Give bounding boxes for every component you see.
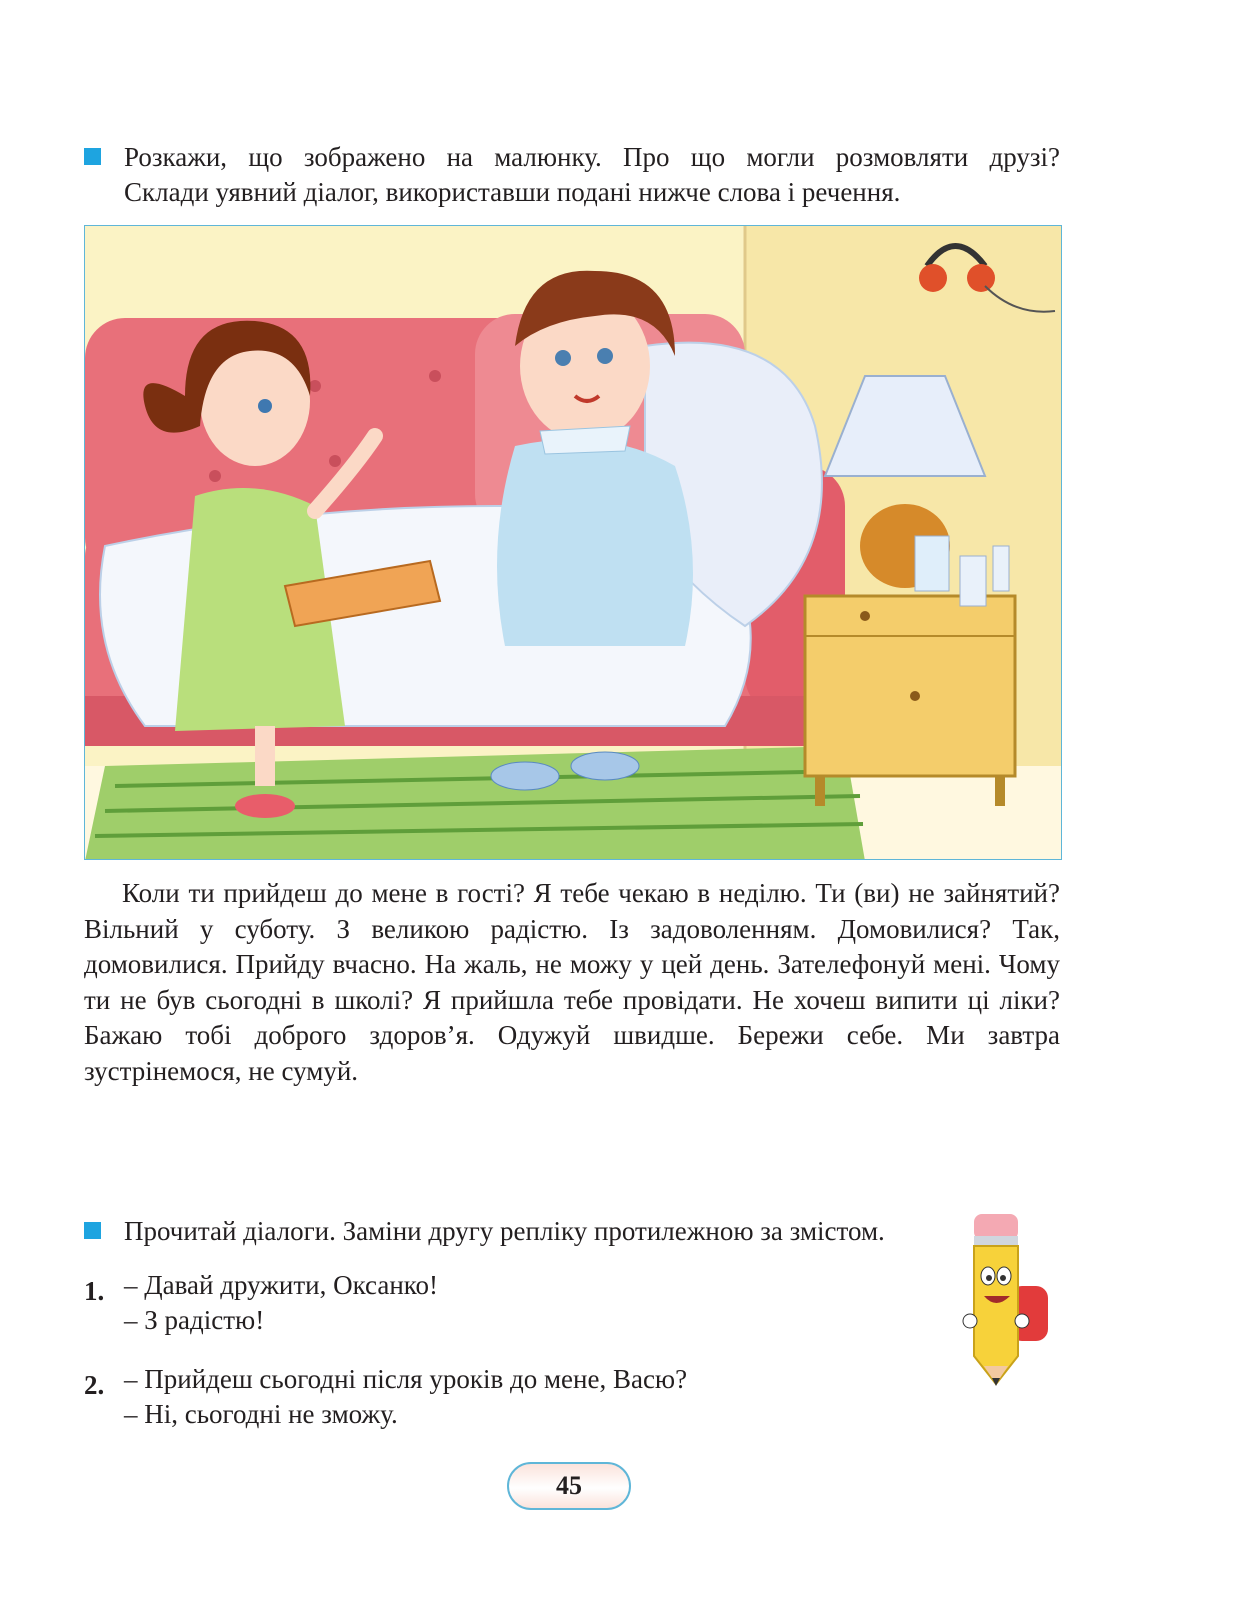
task-1-line-2: Склади уявний діалог, використавши подані нижче слова і речення. <box>124 177 901 207</box>
illustration-girl-visiting-sick-friend <box>84 225 1062 860</box>
dialog-number: 2. <box>84 1370 105 1400</box>
dialog-line: – Ні, сьогодні не зможу. <box>124 1399 398 1429</box>
task-1 <box>84 140 1060 210</box>
task-bullet-icon <box>84 1222 101 1239</box>
dialog-1 <box>84 1268 784 1338</box>
page-number-badge <box>507 1462 631 1510</box>
task-2-instruction: Прочитай діалоги. Заміни другу репліку протилежною за змістом. <box>124 1216 885 1246</box>
dialog-line: – Давай дружити, Оксанко! <box>124 1270 439 1300</box>
phrases-paragraph: Коли ти прийдеш до мене в гості? Я тебе чекаю в неділю. Ти (ви) не зайнятий? Вільний у суботу. З великою радістю. Із задоволенням. Домовилися? Так, домовилися. Прийду вчасно. На жаль, не можу у цей день. Зателефонуй мені. Чому ти не був сьогодні в школі? Я прийшла тебе провідати. Не хочеш випити ці ліки? Бажаю тобі доброго здоров’я. Одужуй швидше. Бережи себе. Ми завтра зустрінемося, не сумуй. <box>84 878 1060 1086</box>
task-1-line-1: Розкажи, що зображено на малюнку. Про що могли розмовляти друзі? <box>124 142 1060 172</box>
task-bullet-icon <box>84 148 101 165</box>
dialog-2 <box>84 1362 784 1432</box>
dialog-line: – З радістю! <box>124 1305 265 1335</box>
task-1-instruction <box>124 140 1060 210</box>
dialog-line: – Прийдеш сьогодні після уроків до мене, Васю? <box>124 1364 688 1394</box>
pencil-mascot-icon <box>960 1206 1050 1390</box>
task-2 <box>84 1214 964 1249</box>
page-number: 45 <box>556 1471 582 1500</box>
dialog-number: 1. <box>84 1276 105 1306</box>
